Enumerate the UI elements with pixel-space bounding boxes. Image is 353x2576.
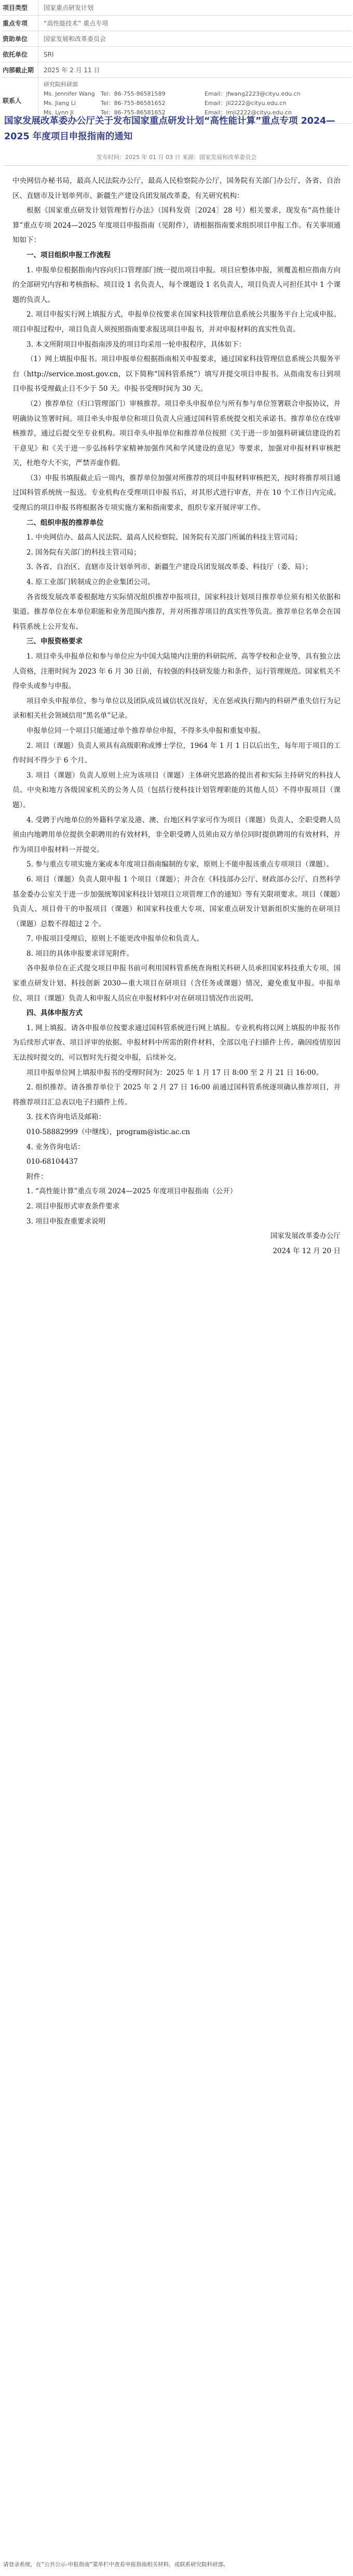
meta-label: 项目类型	[2, 0, 38, 15]
article-paragraph: 1. 中央网信办、最高人民法院、最高人民检察院、国务院有关部门所属的科技主管司局；	[26, 533, 302, 542]
article-paragraph: 4. 业务咨询电话：	[26, 1142, 85, 1151]
article-paragraph: 1. “高性能计算”重点专项 2024—2025 年度项目申报指南（公开）	[26, 1187, 237, 1196]
contact-line	[44, 80, 301, 89]
meta-value: 国家发展和改革委员会	[44, 35, 106, 43]
contact-email[interactable]: Email：jfwang2223@cityu.edu.cn	[205, 90, 301, 97]
meta-value: 国家重点研发计划	[44, 4, 94, 11]
contact-name: Ms. Lynn Ji	[44, 109, 74, 116]
section-heading: 二、组织申报的推荐单位	[26, 518, 104, 527]
article-paragraph: 各省级发展改革委根据地方实际情况组织推荐申报项目，国家科技计划项目推荐单位须有相关依据和渠道。推荐单位在本单位职能和业务范围内推荐，并对所推荐项目的真实性等负责。推荐单位名单会在国科管系统上公开发布。	[12, 593, 341, 631]
article-paragraph: 项目牵头申报单位、参与单位以及团队成员诚信状况良好，无在惩戒执行期内的科研严重失信行为记录和相关社会领域信用“黑名单”记录。	[12, 696, 341, 720]
article-paragraph: 2. 项目申报形式审查条件要求	[26, 1202, 120, 1211]
article-paragraph: 3. 各省、自治区、直辖市及计划单列市、新疆生产建设兵团发展改革委、科技厅（委、局）；	[26, 563, 313, 572]
article-paragraph: 附件：	[26, 1172, 48, 1181]
article-paragraph: （3）申报书填报截止后一周内，推荐单位加强对所推荐的项目申报材料审核把关，按时将推荐项目通过国科管系统统一报送。专业机构在受理项目申报书后，对其形式进行审查，并在 10 个工作日内完成。受理后的项目申报书将根据各专项实施方案和指南要求，组织专家开展评审工作。	[12, 474, 341, 512]
divider	[4, 165, 349, 166]
article-paragraph: 申报单位同一个项目只能通过单个推荐单位申报，不得多头申报和重复申报。	[26, 726, 265, 735]
meta-row	[2, 16, 351, 31]
article-paragraph: 1. 申报单位根据指南内容向归口管理部门统一提出项目申报。项目应整体申报，须覆盖相应指南方向的全部研究内容和考核指标。项目设 1 名负责人，每个课题设 1 名负责人，项目负责人可担任其中 1 个课题的负责人。	[12, 266, 341, 304]
article-paragraph: 3. 项目（课题）负责人原则上应为该项目（课题）主体研究思路的提出者和实际主持研究的科技人员。中央和地方各级国家机关的公务人员（包括行使科技计划管理职能的其他人员）不得申报项目（课题）。	[12, 771, 341, 809]
article-paragraph: 5. 参与重点专项实施方案或本年度项目指南编制的专家，原则上不能申报该重点专项项目（课题）。	[26, 860, 333, 869]
meta-row	[2, 31, 351, 47]
footer-note: 请登录系统，在“公共公示-申报指南”菜单栏中查看申报指南相关材料，或联系研究院科研部。	[3, 2561, 229, 2568]
contact-name: Ms. Jiang Li	[44, 100, 76, 107]
article-paragraph: 2. 国务院有关部门的科技主管司局；	[26, 548, 141, 557]
meta-row	[2, 0, 351, 16]
meta-value: SRI	[44, 50, 54, 58]
contact-line	[44, 99, 301, 108]
article-paragraph: 2. 项目（课题）负责人须具有高级职称或博士学位，1964 年 1 月 1 日以后出生，每年用于项目的工作时间不得少于 6 个月。	[12, 741, 341, 765]
article-paragraph: 2. 项目申报实行网上填报方式，申报单位按要求在国家科技管理信息系统公共服务平台上完成申报。项目申报过程中，项目负责人须按照指南要求报送项目申报书，并对申报材料的真实性负责。	[12, 310, 341, 334]
meta-label: 联系人	[2, 78, 38, 123]
article-paragraph: （1）网上填报申报书。项目申报单位根据指南相关申报要求，通过国家科技管理信息系统公共服务平台（http://service.most.gov.cn，以下简称“国科管系统”）填写并提交项目申报书。从指南发布日到项目申报书受理截止日不少于 50 天。申报书受理时间为 30 天。	[12, 355, 341, 393]
contact-role: 研究院科研部	[44, 81, 78, 88]
article-paragraph: 项目申报单位网上填报申报书的受理时间为：2025 年 1 月 17 日 8:00 至 2 月 21 日 16:00。	[26, 1068, 323, 1077]
article-paragraph: 4. 受聘于内地单位的外籍科学家及港、澳、台地区科学家可作为项目（课题）负责人，全职受聘人员须由内地聘用单位提供全职聘用的有效材料，非全职受聘人员须由双方单位同时提供聘用的有效材料，并作为项目申报材料一并提交。	[12, 816, 341, 854]
article-paragraph: 1. 项目牵头申报单位和参与单位应为中国大陆境内注册的科研院所、高等学校和企业等，具有独立法人资格，注册时间为 2023 年 6 月 30 日前，有较强的科技研发能力和条件，运行管理规范。国家机关不得牵头或参与申报。	[12, 652, 341, 691]
meta-label: 内部截止期	[2, 62, 38, 77]
article-paragraph: 根据《国家重点研发计划管理暂行办法》（国科发资〔2024〕28 号）相关要求，现发布“高性能计算”重点专项 2024—2025 年度项目申报指南（见附件），请根据指南要求组织项目申报工作。有关事项通知如下：	[12, 206, 341, 245]
article-paragraph: 3. 本文所附项目申报指南涉及的项目均采用一轮申报程序，具体如下：	[26, 340, 246, 349]
meta-label: 资助单位	[2, 31, 38, 46]
contact-line	[44, 89, 301, 99]
contact-tel: Tel：86-755-86581589	[101, 90, 166, 97]
contact-tel: Tel：86-755-86581652	[101, 109, 166, 116]
article-paragraph: 010-58882999（中继线），program@istic.ac.cn	[26, 1128, 190, 1136]
contact-email[interactable]: Email：jli2222@cityu.edu.cn	[205, 100, 287, 107]
article-paragraph: （2）推荐单位（归口管理部门）审核推荐。项目牵头申报单位与所有参与单位签署联合申报协议，并明确协议签署时间。项目牵头申报单位和项目负责人应通过国科管系统提交相关承诺书。推荐单位在线审核推荐，通过后提交至专业机构。项目牵头申报单位和推荐单位按照《关于进一步加强科研诚信建设的若干意见》和《关于进一步弘扬科学家精神加强作风和学风建设的意见》等要求，加强对申报材料审核把关，杜绝夸大不实，严禁弄虚作假。	[12, 399, 341, 468]
article-paragraph: 各申报单位在正式提交项目申报书前可利用国科管系统查询相关科研人员承担国家科技重大专项、国家重点研发计划、科技创新 2030—重大项目在研项目（含任务或课题）情况，避免重复申报。申报单位、项目（课题）负责人和申报人员应在申报材料中对在研项目情况作出说明。	[12, 964, 341, 1003]
article-title: 国家发展改革委办公厅关于发布国家重点研发计划“高性能计算”重点专项 2024—2025 年度项目申报指南的通知	[4, 116, 335, 142]
meta-label: 重点专项	[2, 16, 38, 31]
project-meta-table	[2, 0, 351, 124]
section-heading: 四、具体申报方式	[26, 1009, 83, 1018]
meta-row	[2, 47, 351, 62]
contact-tel: Tel：86-755-86581652	[101, 100, 166, 107]
article-paragraph: 1. 网上填报。请各申报单位按要求通过国科管系统进行网上填报。专业机构将以网上填报的申报书作为后续形式审查、项目评审的依据。申报材料中所需的附件材料，全部以电子扫描件上传。确因疫情原因无法按时提交的，可以暂时先行提交申报，后续补交。	[12, 1023, 341, 1062]
meta-row	[2, 62, 351, 78]
article-paragraph: 国家发展改革委办公厅	[270, 1232, 341, 1241]
article-paragraph: 4. 原工业部门转制成立的企业集团公司。	[26, 578, 155, 587]
contact-name: Ms. Jennifer Wang	[44, 90, 95, 97]
meta-value: “高性能技术” 重点专项	[44, 20, 108, 27]
article-paragraph: 6. 项目（课题）负责人限申报 1 个项目（课题）；并合在《科技部办公厅、财政部办公厅、自然科学基金委办公室关于进一步加强统筹国家科技计划项目立项管理工作的通知》等有关限项要求。项目（课题）负责人、项目骨干的申报项目（课题）和国家科技重大专项、国家重点研发计划新组织实施的在研项目（课题）总数不得超过 2 个。	[12, 875, 341, 928]
article-body	[12, 174, 341, 1258]
section-heading: 三、申报资格要求	[26, 637, 83, 646]
meta-value: 2025 年 2 月 11 日	[44, 67, 100, 74]
article-paragraph: 中央网信办秘书局，最高人民法院办公厅，最高人民检察院办公厅，国务院有关部门办公厅，各省、自治区、直辖市及计划单列市、新疆生产建设兵团发展改革委，有关研究机构：	[12, 177, 341, 200]
contact-email[interactable]: Email：lmji2222@cityu.edu.cn	[205, 109, 292, 116]
article-paragraph: 3. 项目申报查重要求说明	[26, 1217, 106, 1226]
article-paragraph: 2. 组织推荐。请各推荐单位于 2025 年 2 月 27 日 16:00 前通过国科管系统逐项确认推荐项目，并将推荐项目汇总表以电子扫描件上传。	[12, 1083, 341, 1107]
article-paragraph: 7. 申报项目受理后，原则上不能更改申报单位和负责人。	[26, 935, 204, 943]
article-paragraph: 8. 项目的具体申报要求详见附件。	[26, 949, 134, 958]
section-heading: 一、项目组织申报工作流程	[26, 251, 111, 259]
meta-label: 依托单位	[2, 47, 38, 62]
publish-info: 发布时间：2025 年 01 月 03 日 来源：国家发展和改革委员会	[97, 154, 256, 161]
article-paragraph: 010-68104437	[26, 1158, 78, 1166]
article-paragraph: 2024 年 12 月 20 日	[273, 1246, 341, 1255]
article-paragraph: 3. 技术咨询电话及邮箱：	[26, 1113, 106, 1122]
